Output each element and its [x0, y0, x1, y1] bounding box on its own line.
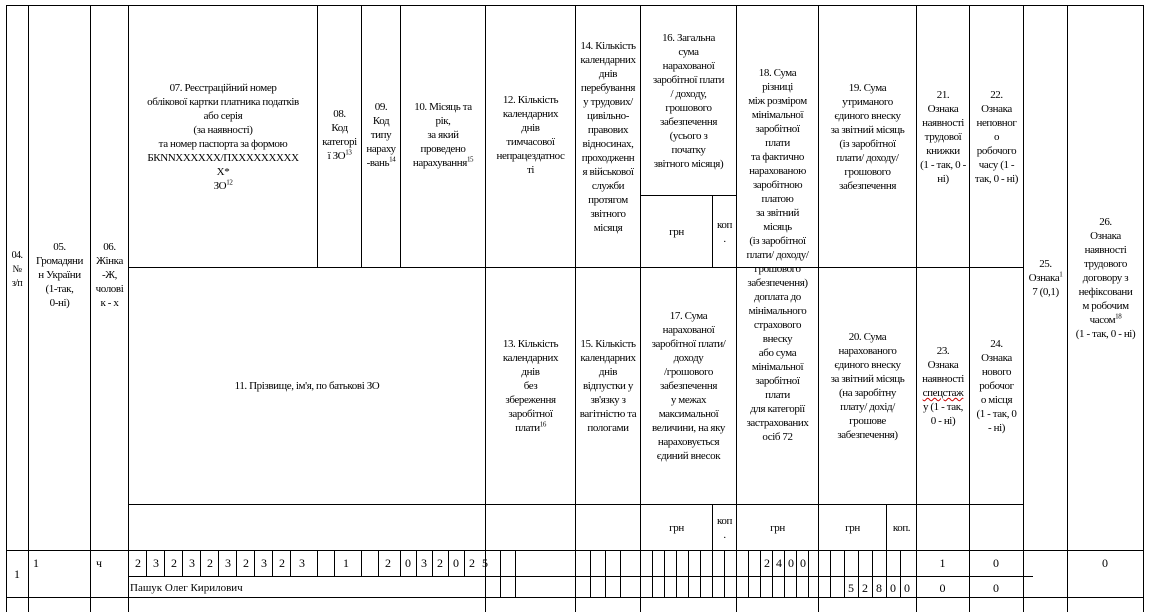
footnote-18: 18 — [1115, 312, 1122, 321]
row1-work-book-flag[interactable]: 1 — [939, 556, 946, 570]
row1-part-time-flag[interactable]: 0 — [993, 556, 999, 570]
row1-period-digit[interactable]: 3 — [421, 556, 427, 570]
digit-box — [830, 550, 831, 597]
col-border — [1143, 5, 1144, 612]
header-col-25: 25. Ознака$^1$ 7 (0,1) — [1028, 258, 1063, 298]
row1-accrued-contribution-digit[interactable]: 0 — [904, 581, 910, 595]
header-col-16-kop: коп . — [717, 218, 732, 245]
row1-period-digit[interactable]: 0 — [405, 556, 411, 570]
row1-special-service-flag[interactable]: 0 — [939, 581, 946, 595]
header-col-20-grn: грн — [845, 521, 860, 534]
row1-period-digit[interactable]: 5 — [482, 556, 488, 570]
header-col-19: 19. Сума утриманого єдиного внеску за звітний місяць (із заробітної плати/ доходу/ грошового забезпечення — [830, 81, 905, 192]
row1-min-wage-diff-digit[interactable]: 4 — [776, 556, 782, 570]
row1-new-workplace-flag[interactable]: 0 — [993, 581, 999, 595]
row1-accrued-contribution-digit[interactable]: 8 — [876, 581, 882, 595]
digit-box — [688, 550, 689, 597]
digit-box — [784, 550, 785, 597]
digit-box — [796, 550, 797, 597]
row1-min-wage-diff-digit[interactable]: 0 — [800, 556, 806, 570]
footnote-14: 14 — [389, 155, 396, 164]
digit-box — [760, 550, 761, 597]
header-col-24: 24. Ознака нового робочог о місця (1 - так, 0 - ні) — [976, 338, 1017, 434]
digit-box — [515, 550, 516, 597]
header-col-05: 05. Громадяни н України (1-так, 0-ні) — [35, 241, 84, 309]
row1-tax-id-digit[interactable]: 3 — [261, 556, 267, 570]
digit-box — [200, 550, 201, 576]
digit-box — [664, 550, 665, 597]
footnote-12: 12 — [226, 178, 233, 187]
header-col-26: 26. Ознака наявності трудового договору з нефіксовани м робочим часом$^{18}$ (1 - так, 0 - ні) — [1075, 216, 1136, 340]
row1-category-code[interactable]: 1 — [343, 556, 349, 570]
header-col-12: 12. Кількість календарних днів тимчасової непрацездатнос ті — [496, 94, 565, 176]
digit-box — [334, 550, 335, 576]
row1-gender[interactable]: ч — [95, 556, 103, 570]
row1-tax-id-digit[interactable]: 3 — [225, 556, 231, 570]
header-col-07: 07. Реєстраційний номер облікової картки платника податків або серія (за наявності) та номер паспорта за формою БКNNXXXXXX/ПХXXXXXXXX X* ЗО$^{12}$ — [147, 82, 299, 192]
digit-box — [620, 550, 621, 597]
digit-box — [378, 550, 379, 576]
digit-box — [317, 550, 318, 576]
header-col-23: 23. Ознака наявності спецстаж у (1 - так, 0 - ні) — [922, 345, 964, 427]
row1-min-wage-diff-digit[interactable]: 0 — [788, 556, 794, 570]
row1-tax-id-digit[interactable]: 3 — [189, 556, 195, 570]
row1-period-digit[interactable]: 2 — [469, 556, 475, 570]
header-col-11: 11. Прізвище, ім'я, по батькові ЗО — [234, 380, 380, 392]
header-col-16-grn: грн — [669, 225, 684, 238]
digit-box — [605, 550, 606, 597]
digit-box — [676, 550, 677, 597]
digit-box — [712, 550, 713, 597]
digit-box — [218, 550, 219, 576]
digit-box — [272, 550, 273, 576]
row1-tax-id-digit[interactable]: 2 — [135, 556, 141, 570]
row1-tax-id-digit[interactable]: 3 — [153, 556, 159, 570]
digit-box — [182, 550, 183, 576]
row1-number: 1 — [14, 567, 20, 581]
header-col-15: 15. Кількість календарних днів відпустки у зв'язку з вагітністю та пологами — [579, 338, 637, 434]
digit-box — [361, 550, 362, 576]
row1-period-digit[interactable]: 2 — [385, 556, 391, 570]
header-col-22: 22. Ознака неповног о робочого часу (1 - так, 0 - ні) — [974, 88, 1019, 185]
digit-box — [164, 550, 165, 576]
digit-box — [590, 550, 591, 597]
footnote-16: 16 — [539, 420, 546, 429]
row1-non-fixed-hours-flag[interactable]: 0 — [1102, 556, 1108, 570]
footnote-17: 1 — [1059, 270, 1063, 279]
row1-full-name[interactable]: Пашук Олег Кирилович — [130, 582, 243, 594]
header-col-18-grn: грн — [770, 521, 785, 534]
digit-box — [146, 550, 147, 576]
header-col-14: 14. Кількість календарних днів перебування у трудових/ цивільно- правових відносинах, проходженн я військової служби протягом звітного місяця — [580, 39, 636, 234]
row1-tax-id-digit[interactable]: 2 — [171, 556, 177, 570]
header-col-06: 06. Жінка -Ж, чолові к - х — [95, 241, 124, 309]
header-col-17-kop: коп . — [717, 514, 732, 541]
row1-period-digit[interactable]: 2 — [437, 556, 443, 570]
header-col-04: 04. № з/п — [11, 250, 23, 289]
header-col-10: 10. Місяць та рік, за який проведено нарахування$^{15}$ — [412, 101, 474, 169]
digit-box — [724, 550, 725, 597]
row1-accrued-contribution-digit[interactable]: 2 — [862, 581, 868, 595]
header-col-17: 17. Сума нарахованої заробітної плати/ доходу /грошового забезпечення у межах максимальної величини, на яку нараховується єдиний внесок — [651, 310, 726, 462]
digit-box — [772, 550, 773, 597]
header-col-13: 13. Кількість календарних днів без збереження заробітної плати$^{16}$ — [502, 338, 559, 434]
digit-box — [236, 550, 237, 576]
row1-citizen-flag[interactable]: 1 — [33, 556, 39, 570]
header-col-21: 21. Ознака наявності трудової книжки (1 - так, 0 - ні) — [920, 88, 966, 185]
row1-accrued-contribution-digit[interactable]: 5 — [848, 581, 854, 595]
row1-min-wage-diff-digit[interactable]: 2 — [764, 556, 770, 570]
header-col-20-kop: коп. — [892, 521, 911, 534]
row1-split-line — [128, 576, 1033, 577]
header-col-20: 20. Сума нарахованого єдиного внеску за звітний місяць (на заробітну плату/ дохід/ грошове забезпечення) — [830, 331, 905, 441]
header-col-17-grn: грн — [669, 521, 684, 534]
footnote-13: 13 — [345, 148, 352, 157]
row1-tax-id-digit[interactable]: 2 — [279, 556, 285, 570]
header-col-09: 09. Код типу нараху -вань$^{14}$ — [366, 101, 396, 169]
row1-tax-id-digit[interactable]: 3 — [299, 556, 305, 570]
digit-box — [652, 550, 653, 597]
digit-box — [700, 550, 701, 597]
header-col-08: 08. Код категорі ї ЗО$^{13}$ — [322, 108, 357, 162]
digit-box — [254, 550, 255, 576]
row1-tax-id-digit[interactable]: 2 — [243, 556, 249, 570]
header-col-18: 18. Сума різниці між розміром мінімальної заробітної плати та фактично нарахованою заробітною платою за звітний місяць (із заробітної плати/ доходу/ грошового забезпечення) доплата до мінімального страхового внеску або сума мінімальної заробітної плати для категорії застрахованих осіб 72 — [746, 67, 809, 443]
header-col-16: 16. Загальна сума нарахованої заробітної плати / доходу, грошового забезпечення (усього з початку звітного місяця) — [652, 31, 725, 170]
row1-tax-id-digit[interactable]: 2 — [207, 556, 213, 570]
digit-box — [290, 550, 291, 576]
digit-box — [808, 550, 809, 597]
digit-box — [500, 550, 501, 597]
row1-period-digit[interactable]: 0 — [453, 556, 459, 570]
row1-accrued-contribution-digit[interactable]: 0 — [890, 581, 896, 595]
footnote-15: 15 — [466, 155, 474, 164]
digit-box — [748, 550, 749, 597]
